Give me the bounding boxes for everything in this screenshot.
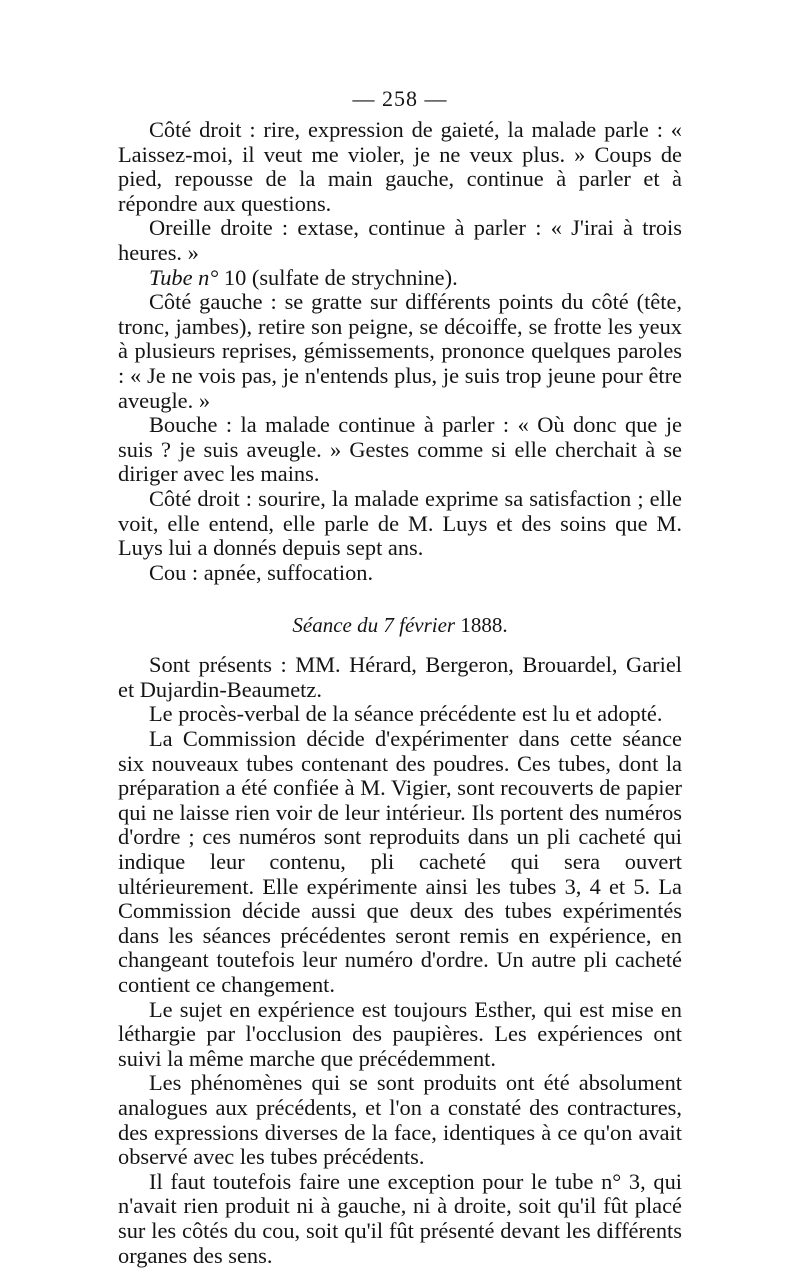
- paragraph-mouth: Bouche : la malade continue à parler : « Où donc que je suis ? je suis aveugle. » Gestes comme si elle cherchait à se diriger avec les mains.: [118, 412, 682, 487]
- paragraph-subject: Le sujet en expérience est toujours Esther, qui est mise en léthargie par l'occlusion des paupières. Les expériences ont suivi la même marche que précédemment.: [118, 996, 682, 1071]
- paragraph-left-side: Côté gauche : se gratte sur différents points du côté (tête, tronc, jambes), retire son peigne, se décoiffe, se frotte les yeux à plusieurs reprises, gémissements, prononce quelques paroles : « Je ne vois pas, je n'entends plus, je suis trop jeune pour être aveugle. »: [118, 289, 682, 413]
- paragraph-tube-10: [118, 266, 682, 291]
- paragraph-phenomena: Les phénomènes qui se sont produits ont été absolument analogues aux précédents, et l'on a constaté des contractures, des expressions diverses de la face, identiques à ce qu'on avait observé avec les tubes précédents.: [118, 1070, 682, 1170]
- session-heading-year: 1888.: [455, 613, 508, 638]
- paragraph-exception: Il faut toutefois faire une exception pour le tube n° 3, qui n'avait rien produit ni à gauche, ni à droite, soit qu'il fût placé sur les côtés du cou, soit qu'il fût présenté devant les différents organes des sens.: [118, 1168, 682, 1268]
- section-session-report: [118, 653, 682, 1268]
- page-number: — 258 —: [352, 86, 448, 111]
- paragraph-commission-decision: La Commission décide d'expérimenter dans cette séance six nouveaux tubes contenant des poudres. Ces tubes, dont la préparation a été confiée à M. Vigier, sont recouverts de papier qui ne laisse rien voir de leur intérieur. Ils portent des numéros d'ordre ; ces numéros sont reproduits dans un pli cacheté qui indique leur contenu, pli cacheté qui sera ouvert ultérieurement. Elle expérimente ainsi les tubes 3, 4 et 5. La Commission décide aussi que deux des tubes expérimentés dans les séances précédentes seront remis en expérience, en changeant toutefois leur numéro d'ordre. Un autre pli cacheté contient ce changement.: [118, 726, 682, 997]
- paragraph-right-side: Côté droit : rire, expression de gaieté, la malade parle : « Laissez-moi, il veut me violer, je ne veux plus. » Coups de pied, repousse de la main gauche, continue à parler et à répondre aux questions.: [118, 117, 682, 216]
- section-tube-results: [118, 118, 682, 585]
- paragraph-neck: Cou : apnée, suffocation.: [149, 559, 374, 585]
- paragraph-attendees: Sont présents : MM. Hérard, Bergeron, Brouardel, Gariel et Dujardin-Beaumetz.: [118, 652, 682, 702]
- tube-label: Tube n°: [149, 264, 219, 290]
- tube-10-text: 10 (sulfate de strychnine).: [218, 264, 458, 290]
- paragraph-minutes: Le procès-verbal de la séance précédente est lu et adopté.: [149, 701, 663, 727]
- book-page: [118, 86, 682, 1268]
- session-heading-date: Séance du 7 février: [292, 613, 456, 638]
- paragraph-right-side-smile: Côté droit : sourire, la malade exprime sa satisfaction ; elle voit, elle entend, elle parle de M. Luys et des soins que M. Luys lui a donnés depuis sept ans.: [118, 485, 682, 561]
- session-heading: [118, 613, 682, 637]
- paragraph-right-ear: Oreille droite : extase, continue à parler : « J'irai à trois heures. »: [118, 215, 682, 265]
